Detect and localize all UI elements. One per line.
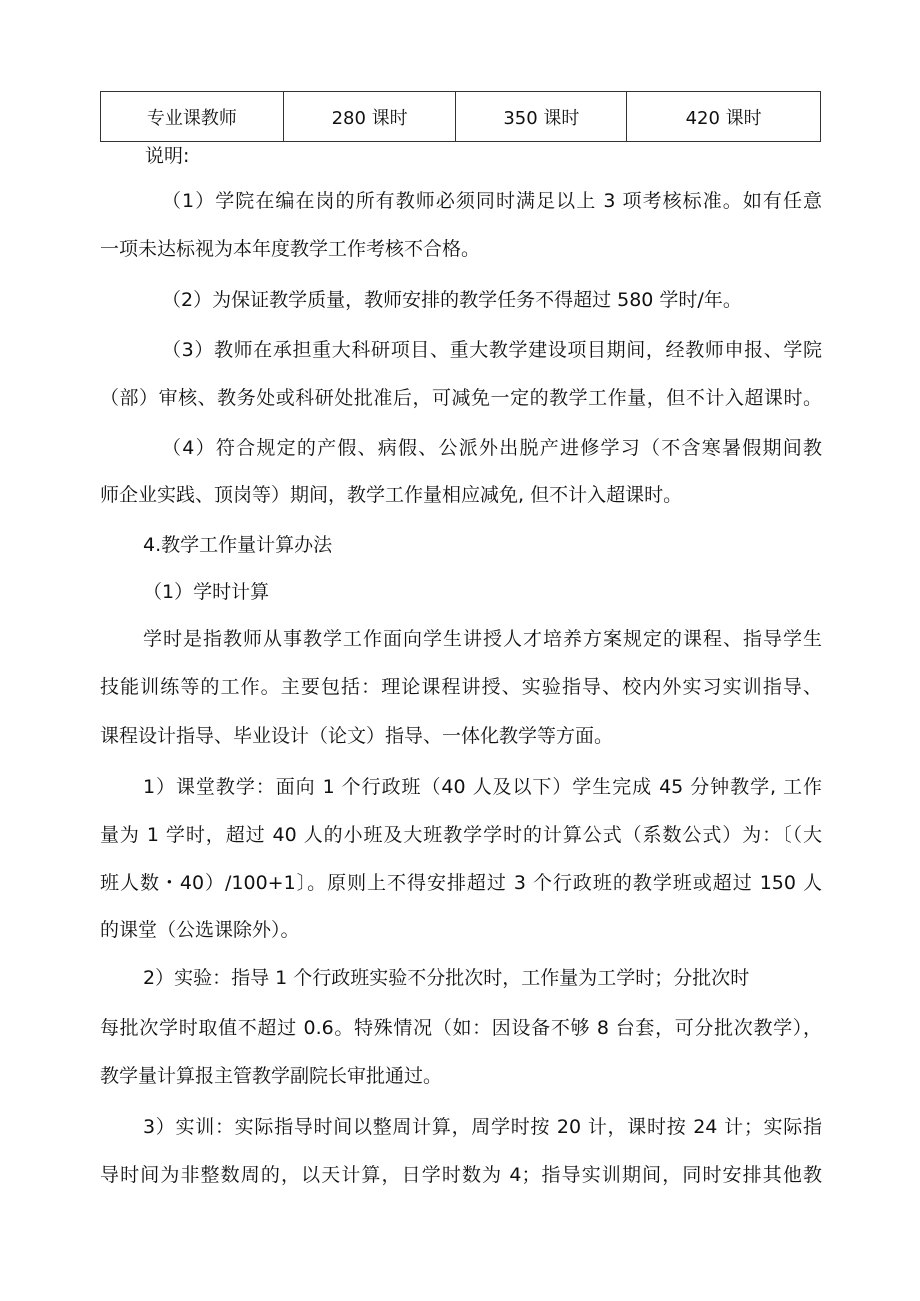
section-heading-4: 4.教学工作量计算办法 <box>143 534 333 556</box>
note-1-line-1: （1）学院在编在岗的所有教师必须同时满足以上 3 项考核标准。如有任意 <box>162 190 822 212</box>
note-1-line-2: 一项未达标视为本年度教学工作考核不合格。 <box>100 238 481 260</box>
lab-line-3: 教学量计算报主管教学副院长审批通过。 <box>100 1065 443 1087</box>
lab-line-1: 2）实验：指导 1 个行政班实验不分批次时，工作量为工学时；分批次时 <box>143 967 750 989</box>
workload-standard-table <box>100 91 821 142</box>
table-cell-hours-3: 420 课时 <box>627 92 821 142</box>
subsection-heading-1: （1）学时计算 <box>143 581 270 603</box>
para-hours-line-1: 学时是指教师从事教学工作面向学生讲授人才培养方案规定的课程、指导学生 <box>143 628 822 650</box>
classroom-line-1: 1）课堂教学：面向 1 个行政班（40 人及以下）学生完成 45 分钟教学, 工作 <box>143 776 822 798</box>
training-line-1: 3）实训：实际指导时间以整周计算，周学时按 20 计，课时按 24 计；实际指 <box>143 1116 822 1138</box>
training-line-2: 导时间为非整数周的，以天计算，日学时数为 4；指导实训期间，同时安排其他教 <box>100 1164 822 1186</box>
table-row <box>101 92 821 142</box>
classroom-line-3: 班人数・40）/100+1〕。原则上不得安排超过 3 个行政班的教学班或超过 150 人 <box>100 872 822 894</box>
classroom-line-2: 量为 1 学时，超过 40 人的小班及大班教学学时的计算公式（系数公式）为：〔（大 <box>100 824 822 846</box>
table-cell-hours-1: 280 课时 <box>283 92 456 142</box>
table-cell-role: 专业课教师 <box>101 92 284 142</box>
note-2: （2）为保证教学质量，教师安排的教学任务不得超过 580 学时/年。 <box>162 289 742 311</box>
lab-line-2: 每批次学时取值不超过 0.6。特殊情况（如：因设备不够 8 台套，可分批次教学）， <box>100 1017 822 1039</box>
para-hours-line-3: 课程设计指导、毕业设计（论文）指导、一体化教学等方面。 <box>100 725 614 747</box>
para-hours-line-2: 技能训练等的工作。主要包括：理论课程讲授、实验指导、校内外实习实训指导、 <box>100 676 822 698</box>
note-4-line-2: 师企业实践、顶岗等）期间，教学工作量相应减免, 但不计入超课时。 <box>100 484 683 506</box>
note-3-line-1: （3）教师在承担重大科研项目、重大教学建设项目期间，经教师申报、学院 <box>162 339 822 361</box>
notes-heading: 说明: <box>145 145 190 167</box>
note-4-line-1: （4）符合规定的产假、病假、公派外出脱产进修学习（不含寒暑假期间教 <box>162 437 822 459</box>
note-3-line-2: （部）审核、教务处或科研处批准后，可减免一定的教学工作量，但不计入超课时。 <box>100 387 822 409</box>
table-cell-hours-2: 350 课时 <box>456 92 627 142</box>
classroom-line-4: 的课堂（公选课除外）。 <box>100 919 300 941</box>
